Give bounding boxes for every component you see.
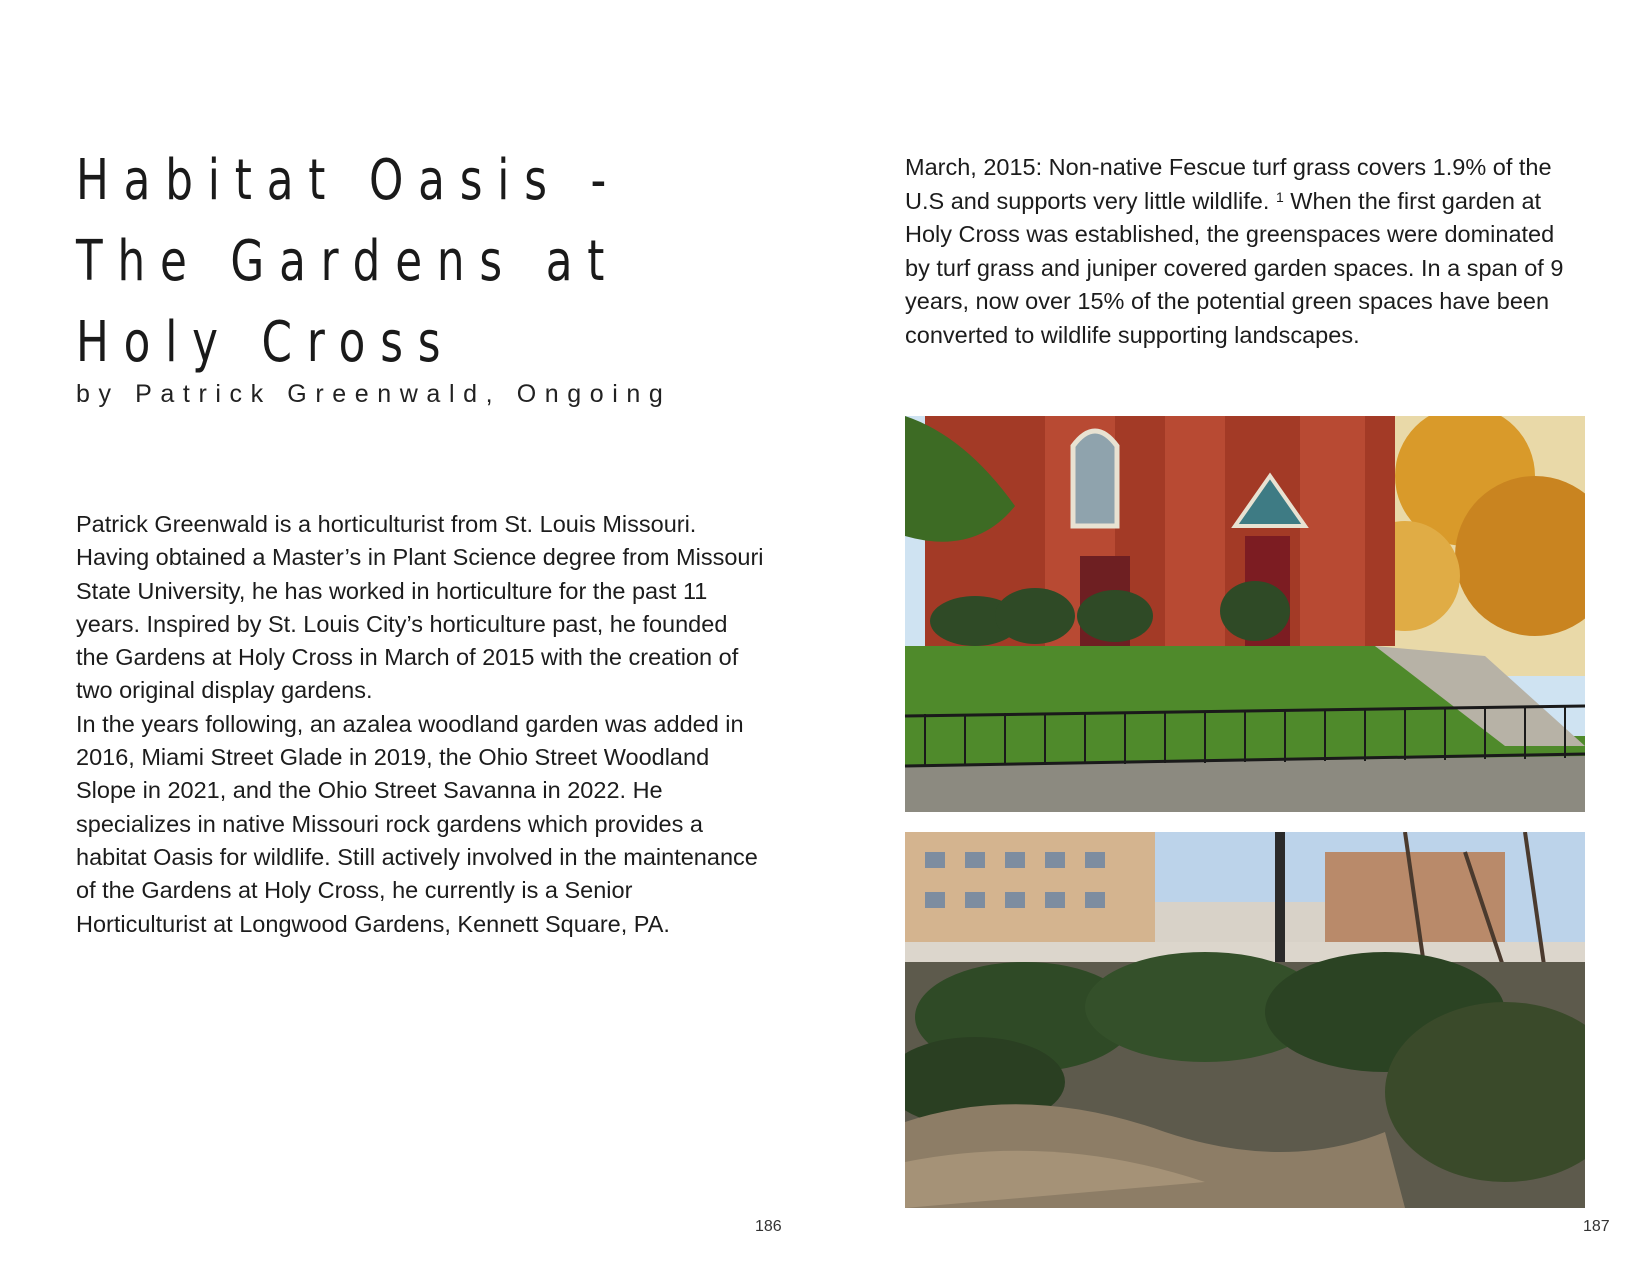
page-number: 187	[1583, 1218, 1610, 1235]
intro-text: March, 2015: Non-native Fescue turf grass covers 1.9% of the U.S and supports very little wildlife.	[905, 154, 1552, 214]
title-line: The Gardens at	[76, 229, 620, 294]
intro-text: When the first garden at Holy Cross was established, the greenspaces were dominated by turf grass and juniper covered garden spaces. In a span of 9 years, now over 15% of the potential green spaces have been converted to wildlife supporting landscapes.	[905, 187, 1564, 348]
title-line: Habitat Oasis -	[76, 148, 622, 213]
page-number: 186	[755, 1218, 782, 1235]
author-bio	[76, 508, 766, 941]
page-title	[76, 140, 622, 383]
byline: by Patrick Greenwald, Ongoing	[76, 380, 672, 408]
bio-paragraph: In the years following, an azalea woodland garden was added in 2016, Miami Street Glade in 2019, the Ohio Street Woodland Slope in 2021, and the Ohio Street Savanna in 2022. He specializes in native Missouri rock gardens which provides a habitat Oasis for wildlife. Still actively involved in the maintenance of the Gardens at Holy Cross, he currently is a Senior Horticulturist at Longwood Gardens, Kennett Square, PA.	[76, 710, 758, 937]
winter-shrub-photo	[905, 832, 1585, 1208]
title-line: Holy Cross	[76, 310, 456, 375]
bio-paragraph: Patrick Greenwald is a horticulturist from St. Louis Missouri. Having obtained a Master’s in Plant Science degree from Missouri State University, he has worked in horticulture for the past 11 years. Inspired by St. Louis City’s horticulture past, he founded the Gardens at Holy Cross in March of 2015 with the creation of two original display gardens.	[76, 511, 764, 704]
right-page	[825, 0, 1650, 1275]
church-garden-photo	[905, 416, 1585, 812]
intro-paragraph	[905, 151, 1575, 352]
footnote-marker: 1	[1275, 188, 1284, 205]
